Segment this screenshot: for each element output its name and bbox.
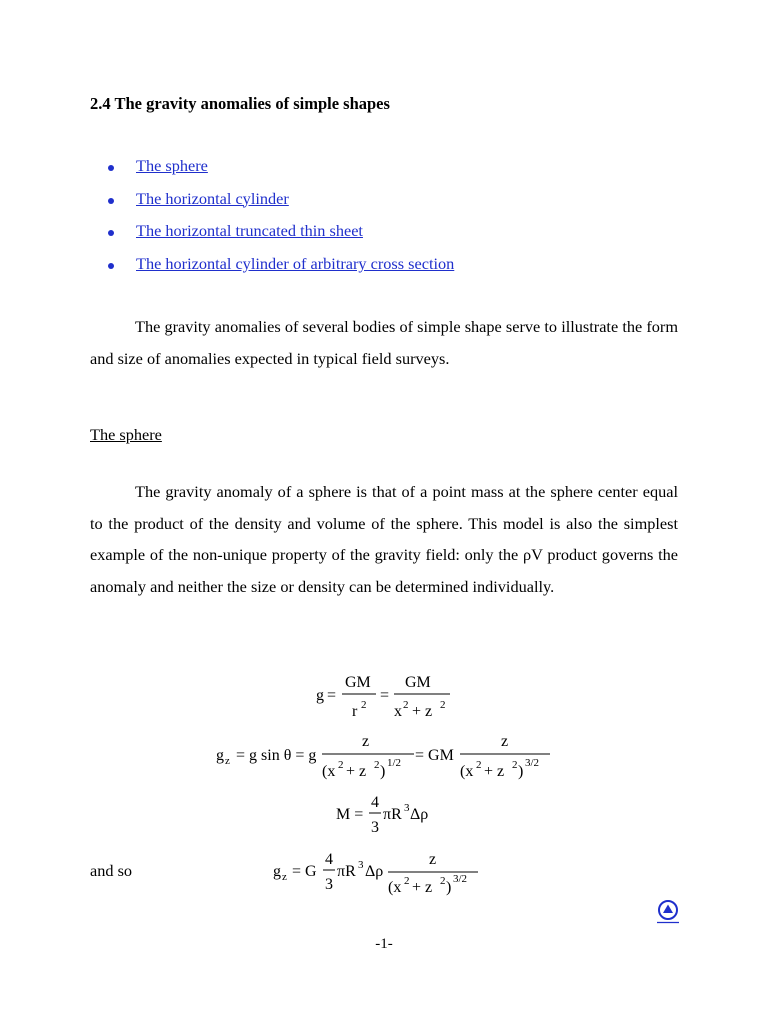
eq4-eqg: = G xyxy=(292,863,317,880)
eq1-den1: r xyxy=(352,703,358,720)
eq3-lhs: M = xyxy=(336,806,364,823)
equation-mass xyxy=(334,792,444,838)
eq2-den1-pow: 1/2 xyxy=(387,757,402,769)
eq2-den2-c: ) xyxy=(518,763,524,780)
eq2-lhs: g xyxy=(216,747,224,764)
eq1-num2: GM xyxy=(405,674,431,691)
eq2-den2-s1: 2 xyxy=(476,759,482,771)
equation-vertical-component xyxy=(212,730,557,786)
eq1-equals2: = xyxy=(380,687,390,704)
eq1-den1-sup: 2 xyxy=(361,699,367,711)
eq2-den1-s2: 2 xyxy=(374,759,380,771)
eq1-num1: GM xyxy=(345,674,371,691)
eq4-den2-s1: 2 xyxy=(404,875,410,887)
eq2-den2-s2: 2 xyxy=(512,759,518,771)
toc-link-thin-sheet[interactable]: The horizontal truncated thin sheet xyxy=(136,221,363,241)
eq1-den2-sup2: 2 xyxy=(440,699,446,711)
eq4-lhs: g xyxy=(273,863,281,880)
eq4-num: 4 xyxy=(325,851,333,868)
eq1-equals: = xyxy=(327,687,337,704)
section-title-sphere: The sphere xyxy=(90,425,162,444)
eq4-den2-c: ) xyxy=(446,879,452,896)
eq3-num: 4 xyxy=(371,794,379,811)
eq4-rest: πR xyxy=(337,863,356,880)
eq1-lhs: g xyxy=(316,687,324,704)
eq2-den1-c: ) xyxy=(380,763,386,780)
toc-link-arbitrary-cylinder[interactable]: The horizontal cylinder of arbitrary cross section xyxy=(136,253,455,273)
eq3-den: 3 xyxy=(371,819,379,836)
eq4-den2-pow: 3/2 xyxy=(453,873,468,885)
bullet-icon xyxy=(108,165,114,171)
equation-sphere-anomaly xyxy=(270,846,485,896)
toc-link-sphere[interactable]: The sphere xyxy=(136,156,208,175)
eq2-mid: = g sin θ = g xyxy=(236,747,317,764)
eq2-num1: z xyxy=(362,733,370,750)
eq3-rest: πR xyxy=(383,806,402,823)
eq2-den1-s1: 2 xyxy=(338,759,344,771)
eq3-rest-end: Δρ xyxy=(410,806,429,823)
eq4-rest-sup: 3 xyxy=(358,859,364,871)
eq2-den1-b: + z xyxy=(346,763,367,780)
section-heading: 2.4 The gravity anomalies of simple shapes xyxy=(90,94,390,113)
eq2-den2-pow: 3/2 xyxy=(525,757,540,769)
eq1-den2-sup1: 2 xyxy=(403,699,409,711)
eq4-den2-s2: 2 xyxy=(440,875,446,887)
page-number: -1- xyxy=(375,936,393,952)
bullet-icon xyxy=(108,198,114,204)
bullet-icon xyxy=(108,230,114,236)
eq2-num2: z xyxy=(501,733,509,750)
eq1-den2-x: x xyxy=(394,703,402,720)
eq2-den1-a: (x xyxy=(322,763,336,780)
eq1-den2-plus: + z xyxy=(412,703,433,720)
and-so-label: and so xyxy=(90,861,133,880)
eq4-num2: z xyxy=(429,851,437,868)
eq4-den2-b: + z xyxy=(412,879,433,896)
sphere-paragraph-text: The gravity anomaly of a sphere is that of a point mass at the sphere center equal to the product of the density and volume of the sphere. This model is also the simplest example of the non-unique property of the gravity field: only the ρV product governs the anomaly and neither the size or density can be determined individually. xyxy=(90,482,678,596)
intro-paragraph-text: The gravity anomalies of several bodies of simple shape serve to illustrate the form and size of anomalies expected in typical field surveys. xyxy=(90,317,678,368)
bullet-icon xyxy=(108,263,114,269)
equation-gravity xyxy=(310,668,460,724)
up-arrow-circle-icon[interactable] xyxy=(656,898,680,924)
toc-link-horizontal-cylinder[interactable]: The horizontal cylinder xyxy=(136,188,289,208)
intro-paragraph xyxy=(90,311,678,374)
eq2-eqgm: = GM xyxy=(415,747,454,764)
eq2-lhs-sub: z xyxy=(225,755,230,767)
eq4-den2-a: (x xyxy=(388,879,402,896)
eq4-lhs-sub: z xyxy=(282,871,287,883)
eq4-rest-end: Δρ xyxy=(365,863,384,880)
eq2-den2-a: (x xyxy=(460,763,474,780)
eq2-den2-b: + z xyxy=(484,763,505,780)
eq4-den: 3 xyxy=(325,876,333,893)
sphere-paragraph xyxy=(90,476,678,602)
eq3-rest-sup: 3 xyxy=(404,802,410,814)
